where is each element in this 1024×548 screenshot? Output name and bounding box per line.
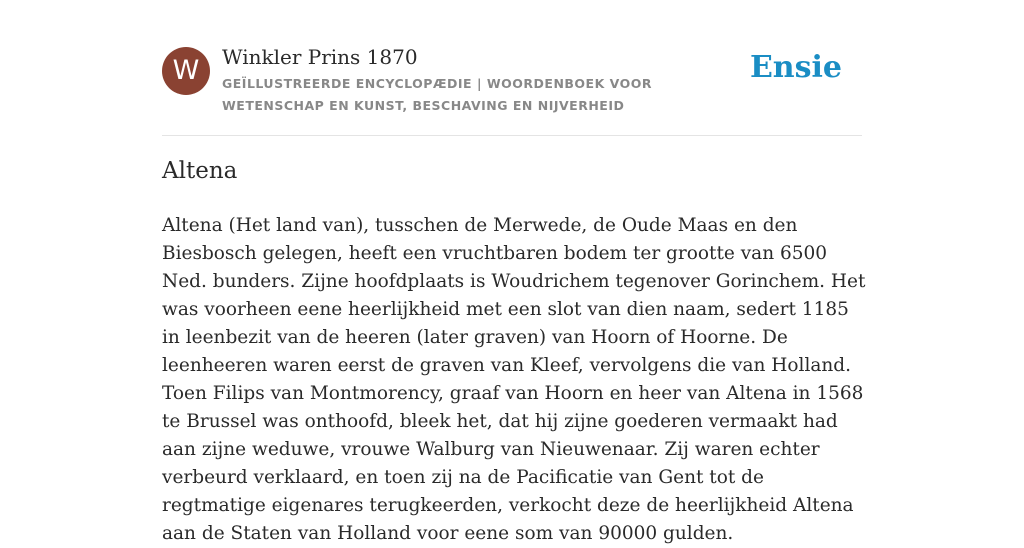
source-subtitle: GEÏLLUSTREERDE ENCYCLOPÆDIE | WOORDENBOEK VOOR WETENSCHAP EN KUNST, BESCHAVING EN NIJVERHEID [222, 76, 652, 113]
source-header [162, 45, 862, 135]
header-divider [162, 135, 862, 136]
source-title[interactable]: Winkler Prins 1870 [222, 45, 418, 69]
source-avatar[interactable]: W [162, 47, 210, 95]
ensie-logo[interactable]: Ensie [749, 50, 842, 85]
article-body: Altena (Het land van), tusschen de Merwede, de Oude Maas en den Biesbosch gelegen, heeft een vruchtbaren bodem ter grootte van 6500 Ned. bunders. Zijne hoofdplaats is Woudrichem tegenover Gorinchem. Het was voorheen eene heerlijkheid met een slot van dien naam, sedert 1185 in leenbezit van de heeren (later graven) van Hoorn of Hoorne. De leenheeren waren eerst de graven van Kleef, vervolgens die van Holland. Toen Filips van Montmorency, graaf van Hoorn en heer van Altena in 1568 te Brussel was onthoofd, bleek het, dat hij zijne goederen vermaakt had aan zijne weduwe, vrouwe Walburg van Nieuwenaar. Zij waren echter verbeurd verklaard, en toen zij na de Pacificatie van Gent tot de regtmatige eigenares terugkeerden, verkocht deze de heerlijkheid Altena aan de Staten van Holland voor eene som van 90000 gulden. [162, 215, 866, 544]
article-title: Altena [162, 158, 238, 184]
